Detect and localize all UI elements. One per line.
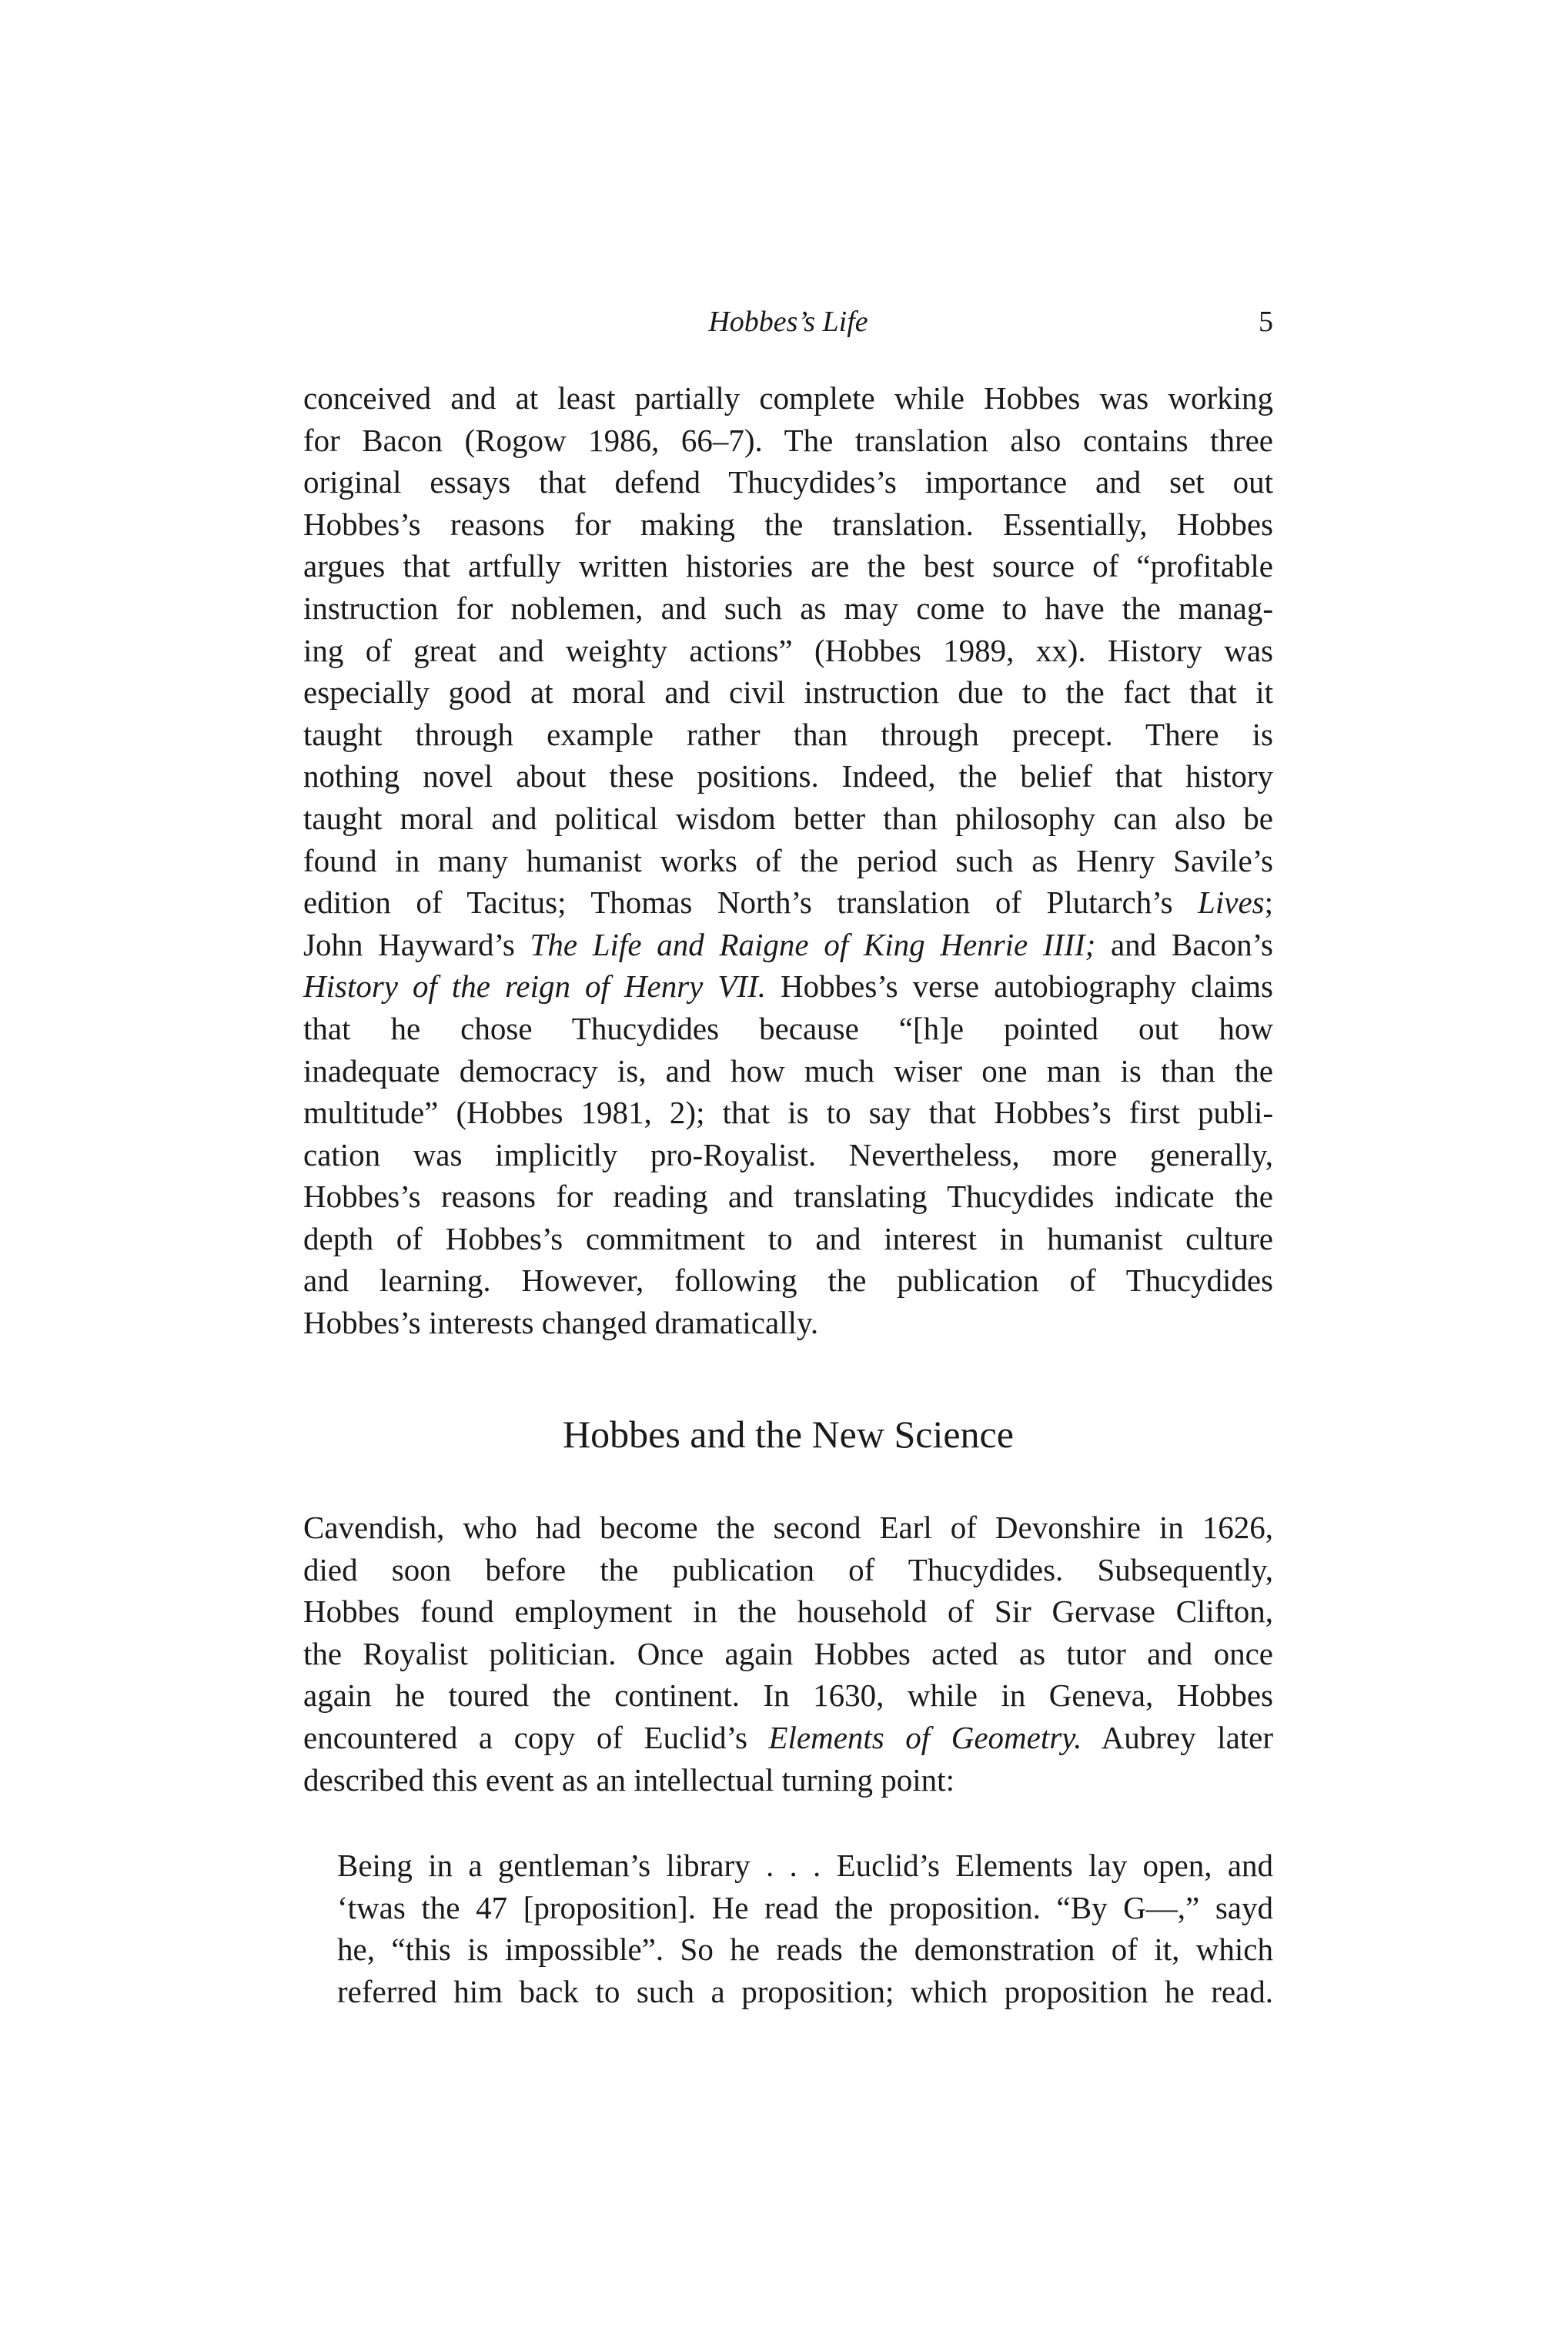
- line-tail: Hobbes’s verse autobiography claims: [766, 968, 1273, 1005]
- paragraph-line-mixed: [303, 965, 1273, 1008]
- running-head: [303, 299, 1273, 345]
- page-number: 5: [1259, 306, 1273, 338]
- paragraph-line-mixed: [303, 1717, 1273, 1759]
- paragraph-line: and learning. However, following the publication of Thucydides: [303, 1263, 1273, 1299]
- paragraph-line: the Royalist politician. Once again Hobbes acted as tutor and once: [303, 1635, 1273, 1671]
- line-text: John Hayward’s: [303, 926, 530, 962]
- italic-title-bacon: History of the reign of Henry VII.: [303, 968, 766, 1005]
- running-title: Hobbes’s Life: [708, 306, 868, 338]
- quote-line: referred him back to such a proposition; which proposition he read.: [337, 1973, 1273, 2009]
- paragraph-line: Hobbes’s interests changed dramatically.: [303, 1305, 819, 1341]
- paragraph-line-mixed: [303, 881, 1273, 924]
- paragraph-line: conceived and at least partially complete while Hobbes was working: [303, 380, 1273, 416]
- line-text: encountered a copy of Euclid’s: [303, 1719, 769, 1755]
- paragraph-line: died soon before the publication of Thucydides. Subsequently,: [303, 1551, 1273, 1587]
- paragraph-line: instruction for noblemen, and such as may come to have the manag-: [303, 590, 1273, 626]
- line-text: edition of Tacitus; Thomas North’s translation of Plutarch’s: [303, 885, 1199, 921]
- paragraph-line: described this event as an intellectual turning point:: [303, 1761, 955, 1798]
- block-quote: [337, 1845, 1273, 2012]
- section-heading: Hobbes and the New Science: [563, 1413, 1014, 1456]
- paragraph-line: ing of great and weighty actions” (Hobbes 1989, xx). History was: [303, 632, 1273, 668]
- paragraph-line: argues that artfully written histories are the best source of “profitable: [303, 548, 1273, 584]
- body-paragraph-1: [303, 377, 1273, 1344]
- paragraph-line: again he toured the continent. In 1630, while in Geneva, Hobbes: [303, 1677, 1273, 1714]
- paragraph-line: inadequate democracy is, and how much wiser one man is than the: [303, 1052, 1273, 1089]
- paragraph-line: Hobbes’s reasons for making the translation. Essentially, Hobbes: [303, 506, 1273, 542]
- line-tail: ;: [1264, 885, 1273, 921]
- paragraph-line: taught through example rather than through precept. There is: [303, 716, 1273, 752]
- paragraph-line: for Bacon (Rogow 1986, 66–7). The translation also contains three: [303, 422, 1273, 458]
- quote-line: he, “this is impossible”. So he reads the demonstration of it, which: [337, 1932, 1273, 1968]
- paragraph-line-mixed: [303, 924, 1273, 966]
- paragraph-line: Hobbes’s reasons for reading and translating Thucydides indicate the: [303, 1179, 1273, 1215]
- paragraph-line: original essays that defend Thucydides’s importance and set out: [303, 464, 1273, 500]
- italic-title-hayward: The Life and Raigne of King Henrie IIII;: [530, 926, 1096, 962]
- paragraph-line: Cavendish, who had become the second Earl of Devonshire in 1626,: [303, 1510, 1273, 1545]
- paragraph-line: cation was implicitly pro-Royalist. Nevertheless, more generally,: [303, 1136, 1273, 1172]
- paragraph-line: multitude” (Hobbes 1981, 2); that is to say that Hobbes’s first publi-: [303, 1095, 1273, 1131]
- paragraph-line: taught moral and political wisdom better than philosophy can also be: [303, 800, 1273, 836]
- paragraph-line: nothing novel about these positions. Indeed, the belief that history: [303, 758, 1273, 794]
- paragraph-line: depth of Hobbes’s commitment to and interest in humanist culture: [303, 1220, 1273, 1256]
- paragraph-line: Hobbes found employment in the household of Sir Gervase Clifton,: [303, 1594, 1273, 1630]
- line-tail: Aubrey later: [1082, 1719, 1274, 1755]
- quote-line: ‘twas the 47 [proposition]. He read the proposition. “By G—,” sayd: [337, 1889, 1273, 1925]
- paragraph-line: especially good at moral and civil instruction due to the fact that it: [303, 674, 1273, 711]
- paragraph-line: that he chose Thucydides because “[h]e pointed out how: [303, 1010, 1273, 1046]
- italic-title-euclid: Elements of Geometry.: [768, 1719, 1082, 1755]
- italic-title-lives: Lives: [1198, 885, 1265, 921]
- line-tail: and Bacon’s: [1095, 926, 1273, 962]
- body-paragraph-2: [303, 1507, 1273, 1801]
- quote-line: Being in a gentleman’s library . . . Euclid’s Elements lay open, and: [337, 1848, 1273, 1883]
- paragraph-line: found in many humanist works of the period such as Henry Savile’s: [303, 842, 1273, 878]
